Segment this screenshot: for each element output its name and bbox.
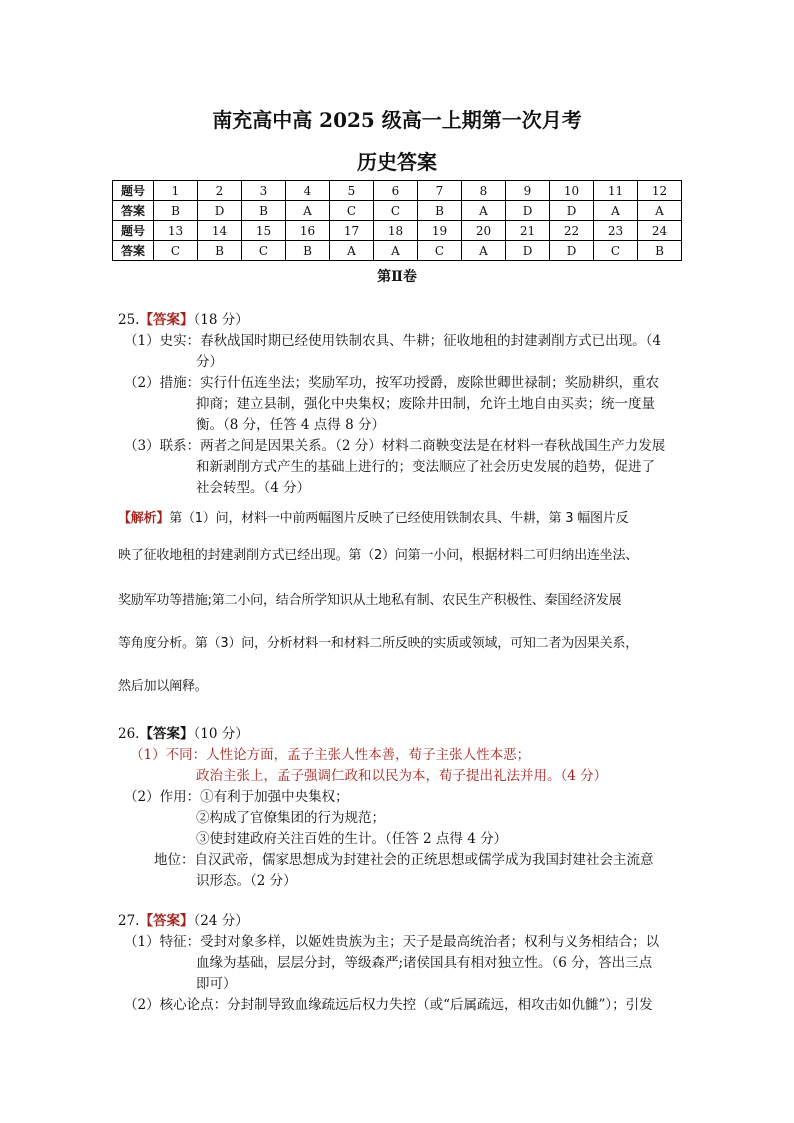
q25-number: 25. [118,312,140,328]
answer-table-row-label: 答案 [113,241,154,261]
answer-table-cell: 15 [242,221,286,241]
q25-analysis-tag: 【解析】 [118,511,170,526]
answer-table-cell: D [198,201,242,221]
answer-table-cell: A [374,241,418,261]
q25-part1-line1: （1）史实：春秋战国时期已经使用铁制农具、牛耕；征收地租的封建剥削方式已出现。（4 [124,333,661,349]
q27-part1-line3: 即可） [196,976,237,992]
answer-table-cell: 20 [462,221,506,241]
answer-table-cell: A [594,201,638,221]
answer-table-cell: B [286,241,330,261]
answer-table-cell: B [154,201,198,221]
q25-part3-line3: 社会转型。（4 分） [196,480,311,496]
q26-score: （10 分） [193,726,249,742]
q27-number: 27. [118,913,140,929]
answer-table-cell: 5 [330,181,374,201]
q25-analysis-line3: 奖励军功等措施;第二小问，结合所学知识从土地私有制、农民生产积极性、秦国经济发展 [118,593,622,608]
answer-table-cell: 2 [198,181,242,201]
answer-table-cell: B [242,201,286,221]
answer-table-cell: 6 [374,181,418,201]
answer-table-cell: C [154,241,198,261]
answer-table-cell: 7 [418,181,462,201]
answer-table-cell: A [462,241,506,261]
answer-table-cell: 18 [374,221,418,241]
answer-table-cell: 24 [638,221,682,241]
q27-part2-line1: （2）核心论点：分封制导致血缘疏远后权力失控（或“后属疏远，相攻击如仇雠”）；引发 [124,997,653,1013]
answer-table-cell: D [506,241,550,261]
q26-number: 26. [118,726,140,742]
q25-part3-line1: （3）联系：两者之间是因果关系。（2 分）材料二商鞅变法是在材料一春秋战国生产力发展 [124,438,666,454]
answer-table-cell: 3 [242,181,286,201]
answer-table-cell: 10 [550,181,594,201]
q26-answer-tag: 【答案】 [139,726,194,742]
answer-table-cell: 13 [154,221,198,241]
answer-table-cell: 21 [506,221,550,241]
q25-header [118,310,249,331]
answer-table-row [113,181,682,201]
answer-table-cell: C [594,241,638,261]
answer-table-cell: B [638,241,682,261]
q25-analysis-line1 [118,508,628,529]
answer-table-row-label: 题号 [113,181,154,201]
answer-table-cell: D [550,241,594,261]
answer-table-cell: 11 [594,181,638,201]
answer-table-cell: B [198,241,242,261]
answer-table-cell: 9 [506,181,550,201]
answer-table-cell: C [374,201,418,221]
answer-table-cell: 1 [154,181,198,201]
answer-table-cell: 17 [330,221,374,241]
q25-analysis-text1: 第（1）问，材料一中前两幅图片反映了已经使用铁制农具、牛耕，第 3 幅图片反 [169,511,629,526]
q26-part2-line1: （2）作用：①有利于加强中央集权； [124,789,349,805]
q26-part2-line5: 识形态。（2 分） [196,873,297,889]
volume-label: 第Ⅱ卷 [377,269,417,285]
answer-table-cell: A [286,201,330,221]
answer-table [112,180,682,261]
answer-table-cell: 12 [638,181,682,201]
answer-table-row-label: 题号 [113,221,154,241]
q27-header [118,911,249,932]
answer-table-cell: 16 [286,221,330,241]
page-title: 南充高中高 2025 级高一上期第一次月考 [212,108,582,132]
answer-table-cell: 23 [594,221,638,241]
answer-table-cell: B [418,201,462,221]
answer-table-row [113,241,682,261]
q27-part1-line1: （1）特征：受封对象多样，以姬姓贵族为主；天子是最高统治者；权利与义务相结合；以 [124,934,660,950]
answer-table-row-label: 答案 [113,201,154,221]
answer-table-cell: D [550,201,594,221]
q25-part2-line2: 抑商；建立县制，强化中央集权；废除井田制，允许土地自由买卖；统一度量 [196,396,655,412]
q27-answer-tag: 【答案】 [139,913,194,929]
q26-part2-line2: ②构成了官僚集团的行为规范； [196,810,385,826]
answer-table-cell: 19 [418,221,462,241]
answer-table-cell: 8 [462,181,506,201]
q25-part2-line1: （2）措施：实行什伍连坐法；奖励军功，按军功授爵，废除世卿世禄制；奖励耕织，重农 [124,375,660,391]
answer-table-cell: C [330,201,374,221]
q26-header [118,724,249,745]
answer-table-cell: C [418,241,462,261]
answer-table-cell: 14 [198,221,242,241]
q26-part2-line3: ③使封建政府关注百姓的生计。（任答 2 点得 4 分） [196,831,508,847]
answer-table-cell: A [462,201,506,221]
q26-part1-line1: （1）不同：人性论方面，孟子主张人性本善，荀子主张人性本恶； [130,747,531,763]
answer-table-row [113,221,682,241]
answer-table-cell: 22 [550,221,594,241]
q25-score: （18 分） [193,312,249,328]
answer-table-cell: A [638,201,682,221]
q27-part1-line2: 血缘为基础，层层分封，等级森严;诸侯国具有相对独立性。（6 分，答出三点 [196,955,653,971]
q25-part2-line3: 衡。（8 分，任答 4 点得 8 分） [196,417,385,433]
answer-table-cell: A [330,241,374,261]
answer-table-cell: D [506,201,550,221]
q26-part1-line2: 政治主张上，孟子强调仁政和以民为本，荀子提出礼法并用。（4 分） [196,768,608,784]
q25-answer-tag: 【答案】 [139,312,194,328]
page-subtitle: 历史答案 [357,150,437,174]
answer-table-row [113,201,682,221]
q25-part3-line2: 和新剥削方式产生的基础上进行的；变法顺应了社会历史发展的趋势，促进了 [196,459,655,475]
answer-table-cell: C [242,241,286,261]
q25-analysis-line2: 映了征收地租的封建剥削方式已经出现。第（2）问第一小问，根据材料二可归纳出连坐法、 [118,548,639,563]
q25-part1-line2: 分） [196,354,223,370]
answer-table-cell: 4 [286,181,330,201]
q26-part2-line4: 地位：自汉武帝，儒家思想成为封建社会的正统思想或儒学成为我国封建社会主流意 [154,852,654,868]
q25-analysis-line4: 等角度分析。第（3）问，分析材料一和材料二所反映的实质或领域，可知二者为因果关系， [118,636,639,651]
q25-analysis-line5: 然后加以阐释。 [118,679,208,694]
q27-score: （24 分） [193,913,249,929]
